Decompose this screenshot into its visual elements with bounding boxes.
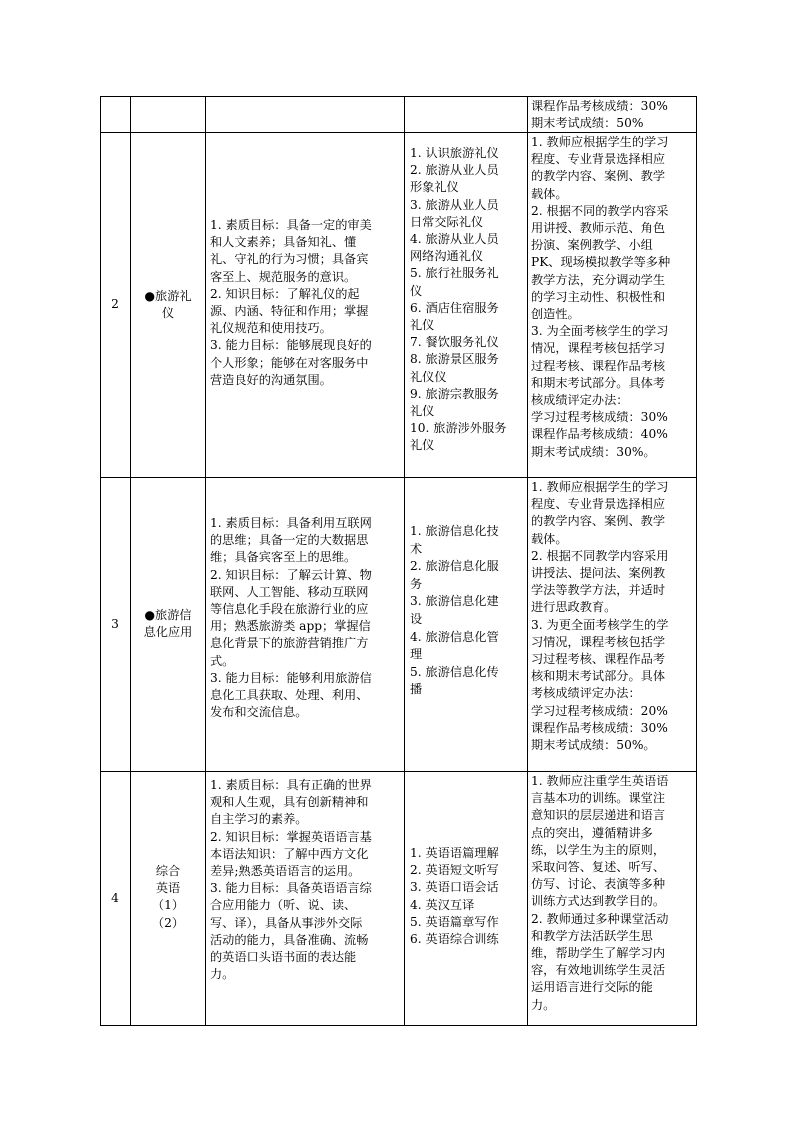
content-cell <box>410 845 525 948</box>
objective-line: 1. 素质目标：具备利用互联网 <box>210 516 372 530</box>
requirements-line: 期末考试成绩：50% <box>531 116 644 131</box>
requirements-line: 采取问答、复述、听写、 <box>531 860 666 875</box>
course-name-line: （1） <box>151 898 185 913</box>
requirements-cell <box>531 134 695 461</box>
content-line: 礼仪仪 <box>410 369 447 384</box>
requirements-line: 学习过程考核成绩：30% <box>531 410 668 425</box>
objective-line: 本语法知识：了解中西方文化 <box>210 846 369 861</box>
content-line: 5. 英语篇章写作 <box>410 914 499 929</box>
content-line: 理 <box>410 647 423 662</box>
objective-line: 用；熟悉旅游类 app；掌握信 <box>210 619 371 634</box>
requirements-line: 创造性。 <box>531 307 580 322</box>
content-line: 4. 旅游从业人员 <box>410 232 499 247</box>
requirements-line: 容，有效地训练学生灵活 <box>531 963 666 978</box>
requirements-line: 的教学内容、案例、教学 <box>531 514 666 529</box>
course-name-line: 仪 <box>161 306 175 321</box>
objective-line: 3. 能力目标：能够展现良好的 <box>210 338 372 353</box>
content-line: 2. 英语短文听写 <box>410 863 499 878</box>
objective-line: 合应用能力（听、说、读、 <box>210 898 357 913</box>
requirements-line: 教学方法，充分调动学生 <box>531 272 666 287</box>
content-line: 8. 旅游景区服务 <box>410 352 499 367</box>
objective-line: 力。 <box>210 967 235 982</box>
content-line: 10. 旅游涉外服务 <box>410 421 507 436</box>
row-number: 2 <box>111 297 119 311</box>
objective-line: 的英语口头语书面的表达能 <box>210 950 357 965</box>
requirements-line: 课程作品考核成绩：30% <box>531 99 668 113</box>
requirements-line: 课程作品考核成绩：40% <box>531 427 668 442</box>
requirements-line: 和教学方法活跃学生思 <box>531 928 653 943</box>
content-line: 4. 旅游信息化管 <box>410 629 499 644</box>
course-name <box>131 863 205 932</box>
requirements-line: 2. 根据不同的教学内容采 <box>531 203 669 218</box>
requirements-line: 仿写、讨论、表演等多种 <box>531 877 666 892</box>
content-line: 网络沟通礼仪 <box>410 249 484 264</box>
objective-line: 发布和交流信息。 <box>210 705 308 720</box>
requirements-line: 点的突出，遵循精讲多 <box>531 825 653 840</box>
row-number: 4 <box>111 891 119 905</box>
requirements-line: 进行思政教育。 <box>531 600 617 615</box>
content-line: 3. 英语口语会话 <box>410 880 499 895</box>
objective-line: 活动的能力，具备准确、流畅 <box>210 932 369 947</box>
requirements-line: 载体。 <box>531 186 568 201</box>
objective-line: 和人文素养；具备知礼、懂 <box>210 235 357 250</box>
requirements-line: 1. 教师应根据学生的学习 <box>531 135 669 149</box>
requirements-line: 的学习主动性、积极性和 <box>531 289 666 304</box>
objective-line: 差异;熟悉英语语言的运用。 <box>210 864 361 879</box>
content-line: 5. 旅游信息化传 <box>410 664 499 679</box>
objective-line: 2. 知识目标：了解礼仪的起 <box>210 286 360 301</box>
objective-line: 3. 能力目标：能够利用旅游信 <box>210 670 372 685</box>
content-line: 1. 认识旅游礼仪 <box>410 146 499 160</box>
content-cell <box>410 145 525 455</box>
requirements-line: 习过程考核、课程作品考 <box>531 652 666 667</box>
requirements-line: 程度、专业背景选择相应 <box>531 497 666 512</box>
objective-line: 观和人生观，具有创新精神和 <box>210 795 369 810</box>
content-line: 播 <box>410 682 423 697</box>
requirements-line: 学习过程考核成绩：20% <box>531 703 668 718</box>
objectives-cell <box>210 777 402 983</box>
objective-line: 联网、人工智能、移动互联网 <box>210 584 369 599</box>
table-row <box>531 98 695 132</box>
content-line: 3. 旅游从业人员 <box>410 197 499 212</box>
requirements-line: 核和期末考试部分。具体 <box>531 669 666 684</box>
requirements-line: 运用语言进行交际的能 <box>531 980 653 995</box>
content-line: 礼仪 <box>410 404 435 419</box>
content-line: 术 <box>410 541 423 556</box>
requirements-line: 考核成绩评定办法： <box>531 686 641 701</box>
objective-line: 源、内涵、特征和作用；掌握 <box>210 304 369 319</box>
requirements-line: 课程作品考核成绩：30% <box>531 720 668 735</box>
objective-line: 营造良好的沟通氛围。 <box>210 372 332 387</box>
requirements-line: 2. 根据不同教学内容采用 <box>531 548 669 563</box>
requirements-line: 训练方式达到教学目的。 <box>531 894 666 909</box>
requirements-line: 期末考试成绩：30%。 <box>531 444 656 459</box>
objective-line: 自主学习的素养。 <box>210 812 308 827</box>
objective-line: 维；具备宾客至上的思维。 <box>210 550 357 565</box>
objective-line: 1. 素质目标：具备一定的审美 <box>210 218 372 232</box>
requirements-line: 过程考核、课程作品考核 <box>531 358 666 373</box>
objective-line: 礼、守礼的行为习惯；具备宾 <box>210 252 369 267</box>
requirements-line: PK、现场模拟教学等多种 <box>531 255 671 270</box>
objective-line: 礼仪规范和使用技巧。 <box>210 321 332 336</box>
course-name-line: 英语 <box>155 881 181 896</box>
requirements-line: 扮演、案例教学、小组 <box>531 238 653 253</box>
requirements-line: 言基本功的训练。课堂注 <box>531 791 666 806</box>
requirements-line: 期末考试成绩：50%。 <box>531 738 656 753</box>
objective-line: 式。 <box>210 653 235 668</box>
requirements-line: 力。 <box>531 997 556 1012</box>
content-line: 礼仪 <box>410 318 435 333</box>
course-name <box>131 607 205 641</box>
requirements-line: 载体。 <box>531 531 568 546</box>
requirements-line: 1. 教师应注重学生英语语 <box>531 774 669 788</box>
objectives-cell <box>210 515 402 721</box>
objective-line: 2. 知识目标：掌握英语语言基 <box>210 829 372 844</box>
requirements-line: 维，帮助学生了解学习内 <box>531 946 666 961</box>
requirements-line: 习情况，课程考核包括学 <box>531 634 666 649</box>
objective-line: 写、译），具备从事涉外交际 <box>210 915 363 930</box>
content-line: 6. 英语综合训练 <box>410 932 499 947</box>
content-line: 1. 英语语篇理解 <box>410 846 499 860</box>
requirements-line: 的教学内容、案例、教学 <box>531 169 666 184</box>
content-line: 9. 旅游宗教服务 <box>410 386 499 401</box>
content-cell <box>410 523 525 699</box>
requirements-cell <box>531 479 695 754</box>
requirements-line: 意知识的层层递进和语言 <box>531 808 666 823</box>
course-name-line: ●旅游礼 <box>144 289 192 303</box>
objective-line: 的思维；具备一定的大数据思 <box>210 533 369 548</box>
requirements-line: 练，以学生为主的原则， <box>531 842 666 857</box>
objectives-cell <box>210 217 402 389</box>
content-line: 5. 旅行社服务礼 <box>410 266 499 281</box>
content-line: 6. 酒店住宿服务 <box>410 300 499 315</box>
content-line: 礼仪 <box>410 438 435 453</box>
requirements-line: 用讲授、教师示范、角色 <box>531 221 666 236</box>
requirements-line: 3. 为全面考核学生的学习 <box>531 324 669 339</box>
objective-line: 客至上、规范服务的意识。 <box>210 269 357 284</box>
content-line: 形象礼仪 <box>410 180 459 195</box>
requirements-cell <box>531 773 695 1014</box>
objective-line: 等信息化手段在旅游行业的应 <box>210 602 369 617</box>
objective-line: 1. 素质目标：具有正确的世界 <box>210 778 372 792</box>
row-number: 3 <box>111 617 119 631</box>
content-line: 仪 <box>410 283 423 298</box>
objective-line: 2. 知识目标：了解云计算、物 <box>210 567 372 582</box>
content-line: 务 <box>410 576 423 591</box>
course-name-line: （2） <box>151 915 185 930</box>
requirements-line: 学法等教学方法，并适时 <box>531 583 666 598</box>
content-line: 7. 餐饮服务礼仪 <box>410 335 499 350</box>
objective-line: 3. 能力目标：具备英语语言综 <box>210 881 372 896</box>
content-line: 4. 英汉互译 <box>410 897 475 912</box>
requirements-line: 和期末考试部分。具体考 <box>531 375 666 390</box>
course-name <box>131 288 205 322</box>
course-name-line: 综合 <box>155 864 181 878</box>
content-line: 2. 旅游信息化服 <box>410 559 499 574</box>
content-line: 1. 旅游信息化技 <box>410 524 499 538</box>
objective-line: 息化背景下的旅游营销推广方 <box>210 636 369 651</box>
objective-line: 个人形象；能够在对客服务中 <box>210 355 369 370</box>
objective-line: 息化工具获取、处理、利用、 <box>210 688 369 703</box>
requirements-line: 讲授法、提问法、案例教 <box>531 566 666 581</box>
requirements-line: 2. 教师通过多种课堂活动 <box>531 911 669 926</box>
requirements-line: 核成绩评定办法： <box>531 393 629 408</box>
requirements-line: 1. 教师应根据学生的学习 <box>531 480 669 494</box>
content-line: 3. 旅游信息化建 <box>410 594 499 609</box>
content-line: 日常交际礼仪 <box>410 214 484 229</box>
course-name-line: 息化应用 <box>143 625 193 640</box>
content-line: 设 <box>410 611 423 626</box>
content-line: 2. 旅游从业人员 <box>410 163 499 178</box>
requirements-line: 情况，课程考核包括学习 <box>531 341 666 356</box>
requirements-line: 3. 为更全面考核学生的学 <box>531 617 669 632</box>
requirements-line: 程度、专业背景选择相应 <box>531 152 666 167</box>
course-name-line: ●旅游信 <box>144 608 192 622</box>
